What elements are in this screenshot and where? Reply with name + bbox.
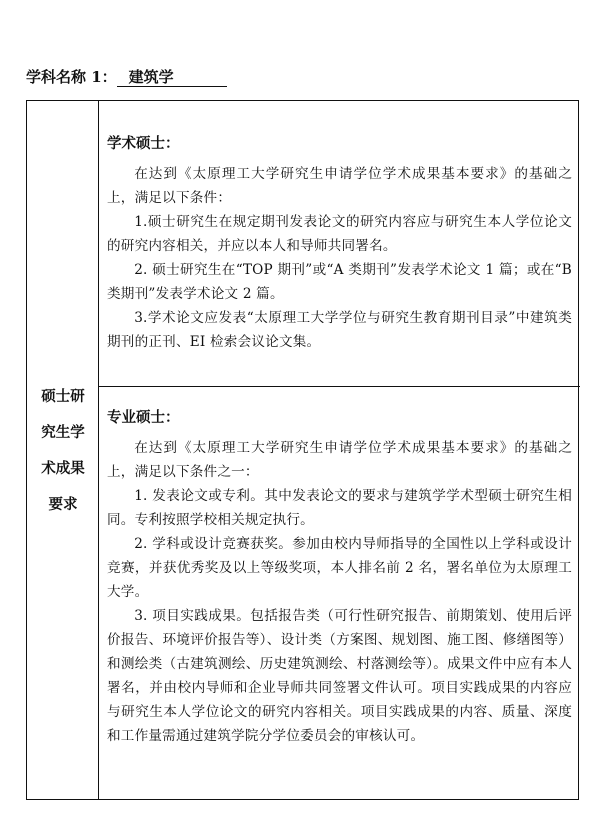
professional-condition-3: 3. 项目实践成果。包括报告类（可行性研究报告、前期策划、使用后评价报告、环境评价报告等）、设计类（方案图、规划图、施工图、修缮图等）和测绘类（古建筑测绘、历史建筑测绘、村落测绘等）。成果文件中应有本人署名，并由校内导师和企业导师共同签署文件认可。项目实践成果的内容应与研究生本人学位论文的研究内容相关。项目实践成果的内容、质量、深度和工作量需通过建筑学院分学位委员会的审核认可。 xyxy=(107,608,572,744)
professional-condition-1: 1. 发表论文或专利。其中发表论文的要求与建筑学学术型硕士研究生相同。专利按照学校相关规定执行。 xyxy=(107,488,572,528)
row-header-line: 术成果 xyxy=(41,460,85,477)
professional-master-title: 专业硕士： xyxy=(107,409,180,426)
row-header-line: 硕士研 xyxy=(41,388,85,405)
row-header-line: 要求 xyxy=(48,496,78,513)
academic-condition-2: 2. 硕士研究生在“TOP 期刊”或“A 类期刊”发表学术论文 1 篇；或在“B 类期刊”发表学术论文 2 篇。 xyxy=(107,262,572,302)
row-header-label xyxy=(27,379,99,523)
academic-condition-3: 3.学术论文应发表“太原理工大学学位与研究生教育期刊目录”中建筑类期刊的正刊、EI 检索会议论文集。 xyxy=(107,310,572,350)
professional-condition-2: 2. 学科或设计竞赛获奖。参加由校内导师指导的全国性以上学科或设计竞赛，并获优秀奖及以上等级奖项，本人排名前 2 名，署名单位为太原理工大学。 xyxy=(107,536,572,600)
academic-master-section xyxy=(99,101,580,387)
row-header-line: 究生学 xyxy=(41,424,85,441)
requirements-table xyxy=(26,100,579,800)
professional-master-section xyxy=(99,387,580,801)
subject-heading xyxy=(26,66,227,87)
subject-value: 建筑学 xyxy=(117,68,227,87)
subject-label: 学科名称 1： xyxy=(26,68,117,86)
row-header-cell xyxy=(27,101,99,799)
academic-master-title: 学术硕士： xyxy=(107,135,180,152)
academic-intro-paragraph: 在达到《太原理工大学研究生申请学位学术成果基本要求》的基础之上，满足以下条件： xyxy=(107,166,572,206)
academic-condition-1: 1.硕士研究生在规定期刊发表论文的研究内容应与研究生本人学位论文的研究内容相关，并应以本人和导师共同署名。 xyxy=(107,214,572,254)
professional-intro-paragraph: 在达到《太原理工大学研究生申请学位学术成果基本要求》的基础之上，满足以下条件之一： xyxy=(107,440,572,480)
